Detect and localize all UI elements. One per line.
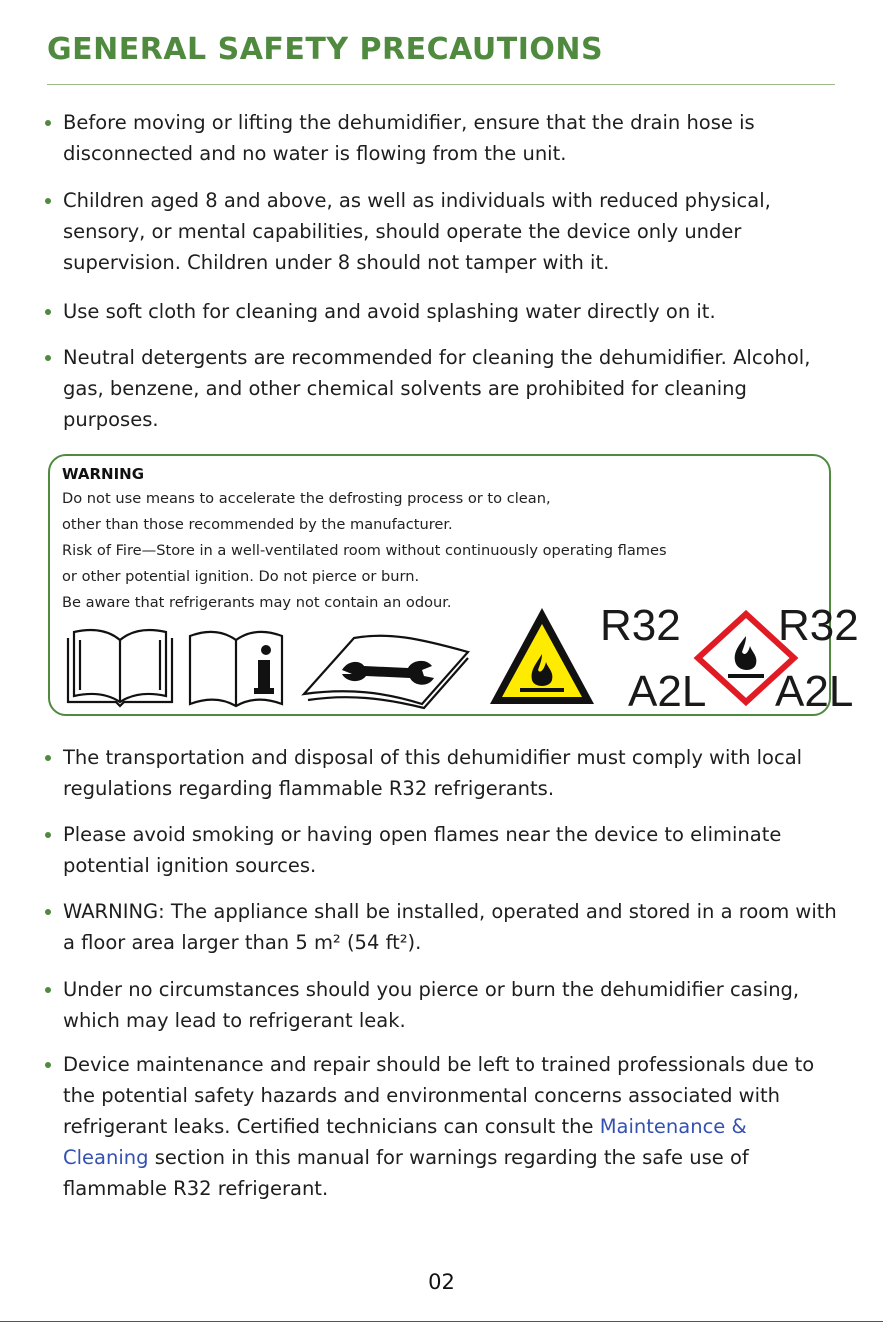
- bottom-divider: [0, 1321, 883, 1322]
- refrigerant-label: A2L: [775, 667, 854, 716]
- service-manual-icon: [298, 624, 474, 710]
- list-item: [63, 974, 838, 1036]
- refrigerant-label: A2L: [628, 667, 707, 716]
- list-item: [63, 296, 838, 327]
- flammable-warning-triangle-icon: [486, 604, 598, 708]
- list-item: [63, 819, 838, 881]
- bullet-dot: [45, 1062, 51, 1068]
- list-item: [63, 1049, 838, 1204]
- read-manual-icon: [64, 626, 176, 708]
- warning-box: [48, 454, 859, 716]
- bullet-dot: [45, 120, 51, 126]
- bullet-dot: [45, 755, 51, 761]
- list-item: [63, 185, 838, 278]
- refrigerant-label: R32: [600, 601, 681, 650]
- page-number: 02: [428, 1270, 455, 1294]
- bullet-dot: [45, 987, 51, 993]
- bullet-text: section in this manual for warnings regarding the safe use of flammable R32 refrigerant.: [63, 1146, 749, 1200]
- bullet-text: Please avoid smoking or having open flames near the device to eliminate potential ignition sources.: [63, 823, 782, 877]
- warning-line: Be aware that refrigerants may not contain an odour.: [62, 594, 452, 611]
- bullet-text: Device maintenance and repair should be left to trained professionals due to the potential safety hazards and environmental concerns associated with refrigerant leaks. Certified technicians can consult the: [63, 1053, 815, 1138]
- information-manual-icon: [184, 626, 288, 708]
- bullet-text: Use soft cloth for cleaning and avoid splashing water directly on it.: [63, 300, 716, 323]
- warning-line: other than those recommended by the manufacturer.: [62, 516, 453, 533]
- warning-line: Do not use means to accelerate the defrosting process or to clean,: [62, 490, 551, 507]
- bullet-dot: [45, 832, 51, 838]
- list-item: [63, 896, 838, 958]
- bullet-dot: [45, 198, 51, 204]
- page-title: GENERAL SAFETY PRECAUTIONS: [47, 32, 604, 67]
- bullet-text: Children aged 8 and above, as well as individuals with reduced physical, sensory, or mental capabilities, should operate the device only under supervision. Children under 8 should not tamper with it.: [63, 189, 771, 274]
- title-divider: [47, 84, 835, 85]
- bullet-dot: [45, 355, 51, 361]
- refrigerant-label: R32: [778, 601, 859, 650]
- warning-title: WARNING: [62, 465, 145, 483]
- bullet-text: Under no circumstances should you pierce or burn the dehumidifier casing, which may lead to refrigerant leak.: [63, 978, 800, 1032]
- bullet-text: WARNING: The appliance shall be installed, operated and stored in a room with a floor area larger than 5 m² (54 ft²).: [63, 900, 837, 954]
- bullet-dot: [45, 309, 51, 315]
- list-item: [63, 742, 838, 804]
- list-item: [63, 107, 838, 169]
- bullet-text: Neutral detergents are recommended for cleaning the dehumidifier. Alcohol, gas, benzene, and other chemical solvents are prohibited for cleaning purposes.: [63, 346, 811, 431]
- warning-line: Risk of Fire—Store in a well-ventilated room without continuously operating flames: [62, 542, 667, 559]
- bullet-text: Before moving or lifting the dehumidifier, ensure that the drain hose is disconnected and no water is flowing from the unit.: [63, 111, 755, 165]
- warning-line: or other potential ignition. Do not pierce or burn.: [62, 568, 420, 585]
- refrigerant-labels: [598, 600, 859, 716]
- bullet-dot: [45, 909, 51, 915]
- list-item: [63, 342, 838, 435]
- maintenance-cleaning-link[interactable]: Maintenance & Cleaning: [63, 1115, 747, 1169]
- bullet-text: The transportation and disposal of this dehumidifier must comply with local regulations regarding flammable R32 refrigerants.: [63, 746, 803, 800]
